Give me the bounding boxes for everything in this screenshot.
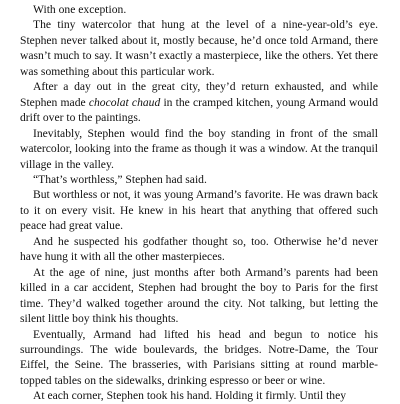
paragraph-1: With one exception.: [33, 3, 127, 16]
paragraph-9: Eventually, Armand had lifted his head and begun to notice his surroundings. The wide boulevards, the bridges. Notre-Dame, the Tour Eiffel, the Seine. The brasseries, with Parisians sitting at round marble-topped tables on the sidewalks, drinking espresso or beer or wine.: [20, 327, 378, 387]
paragraph-5: “That’s worthless,” Stephen had said.: [33, 172, 207, 186]
italic-phrase: chocolat chaud: [88, 95, 161, 109]
paragraph-3: [20, 79, 378, 125]
paragraph-10: At each corner, Stephen took his hand. Holding it firmly. Until they: [33, 389, 347, 403]
paragraph-8: At the age of nine, just months after both Armand’s parents had been killed in a car accident, Stephen had brought the boy to Paris for the first time. They’d walked together around the city. Not talking, but letting the silent little boy think his thoughts.: [20, 265, 378, 326]
paragraph-7: And he suspected his godfather thought so, too. Otherwise he’d never have hung it with all the other masterpieces.: [20, 234, 378, 264]
paragraph-2: The tiny watercolor that hung at the level of a nine-year-old’s eye. Stephen never talked about it, mostly because, he’d once told Armand, there wasn’t much to say. It wasn’t exactly a masterpiece, like the others. Yet there was something about this particular work.: [20, 18, 378, 78]
paragraph-4: Inevitably, Stephen would find the boy standing in front of the small watercolor, looking into the frame as though it was a window. At the tranquil village in the valley.: [20, 126, 378, 171]
paragraph-3-start: After a day out in the great city, they’d return exhausted, and while Stephen made: [20, 80, 378, 109]
paragraph-6: But worthless or not, it was young Armand’s favorite. He was drawn back to it on every visit. He knew in his heart that anything that offered such peace had great value.: [20, 188, 378, 233]
paragraph-3-end: in the cramped kitchen, young Armand would drift over to the paintings.: [20, 95, 378, 125]
